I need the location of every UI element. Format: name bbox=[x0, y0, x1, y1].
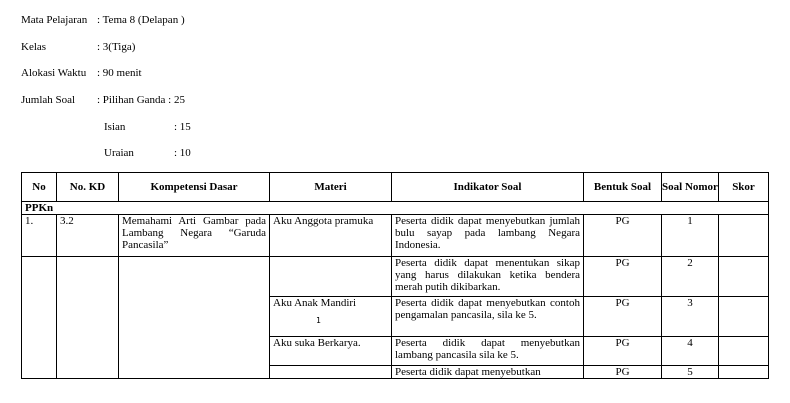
cell-nomor: 5 bbox=[662, 366, 719, 379]
cell-kompetensi bbox=[119, 257, 270, 379]
cell-skor bbox=[719, 297, 769, 337]
cell-nomor: 2 bbox=[662, 257, 719, 297]
section-title: PPKn bbox=[22, 202, 769, 215]
cell-bentuk: PG bbox=[584, 297, 662, 337]
cell-nomor: 3 bbox=[662, 297, 719, 337]
isian-value: : 15 bbox=[174, 121, 191, 133]
kisi-kisi-table bbox=[21, 172, 769, 379]
header-materi: Materi bbox=[270, 173, 392, 202]
header-skor: Skor bbox=[719, 173, 769, 202]
header-soal-nomor: Soal Nomor bbox=[662, 173, 719, 202]
cell-indikator: Peserta didik dapat menyebutkan contoh pengamalan pancasila, sila ke 5. bbox=[392, 297, 584, 337]
cell-skor bbox=[719, 257, 769, 297]
cell-bentuk: PG bbox=[584, 257, 662, 297]
kelas-label: Kelas bbox=[21, 41, 47, 53]
cell-materi bbox=[270, 366, 392, 379]
header-kompetensi: Kompetensi Dasar bbox=[119, 173, 270, 202]
table-row bbox=[22, 257, 769, 297]
table-header-row bbox=[22, 173, 769, 202]
cell-materi: Aku Anak Mandiri bbox=[270, 297, 392, 337]
cell-indikator: Peserta didik dapat menentukan sikap yang harus dilakukan ketika bendera merah putih dikibarkan. bbox=[392, 257, 584, 297]
cell-materi bbox=[270, 257, 392, 297]
cell-bentuk: PG bbox=[584, 366, 662, 379]
cell-materi: Aku Anggota pramuka bbox=[270, 215, 392, 257]
cell-no bbox=[22, 257, 57, 379]
cell-kd bbox=[57, 257, 119, 379]
cell-indikator: Peserta didik dapat menyebutkan lambang pancasila sila ke 5. bbox=[392, 337, 584, 366]
mapel-label: Mata Pelajaran bbox=[21, 14, 88, 26]
cell-kompetensi: Memahami Arti Gambar pada Lambang Negara “Garuda Pancasila” bbox=[119, 215, 270, 257]
cell-nomor: 4 bbox=[662, 337, 719, 366]
cell-no: 1. bbox=[22, 215, 57, 257]
jumlah-value: : Pilihan Ganda : 25 bbox=[97, 94, 185, 106]
table-row bbox=[22, 215, 769, 257]
cell-bentuk: PG bbox=[584, 337, 662, 366]
uraian-value: : 10 bbox=[174, 147, 191, 159]
mapel-value: : Tema 8 (Delapan ) bbox=[97, 14, 185, 26]
cell-skor bbox=[719, 215, 769, 257]
header-indikator: Indikator Soal bbox=[392, 173, 584, 202]
isian-label: Isian bbox=[104, 121, 126, 133]
header-no: No bbox=[22, 173, 57, 202]
cell-indikator: Peserta didik dapat menyebutkan jumlah bulu sayap pada lambang Negara Indonesia. bbox=[392, 215, 584, 257]
header-kd: No. KD bbox=[57, 173, 119, 202]
header-bentuk: Bentuk Soal bbox=[584, 173, 662, 202]
cell-nomor: 1 bbox=[662, 215, 719, 257]
cell-indikator: Peserta didik dapat menyebutkan bbox=[392, 366, 584, 379]
kelas-value: : 3(Tiga) bbox=[97, 41, 136, 53]
cell-materi: Aku suka Berkarya. bbox=[270, 337, 392, 366]
cell-skor bbox=[719, 337, 769, 366]
uraian-label: Uraian bbox=[104, 147, 134, 159]
cell-bentuk: PG bbox=[584, 215, 662, 257]
alokasi-value: : 90 menit bbox=[97, 67, 142, 79]
section-row bbox=[22, 202, 769, 215]
page-number: 1 bbox=[316, 316, 321, 325]
cell-kd: 3.2 bbox=[57, 215, 119, 257]
cell-skor bbox=[719, 366, 769, 379]
alokasi-label: Alokasi Waktu bbox=[21, 67, 87, 79]
jumlah-label: Jumlah Soal bbox=[21, 94, 76, 106]
